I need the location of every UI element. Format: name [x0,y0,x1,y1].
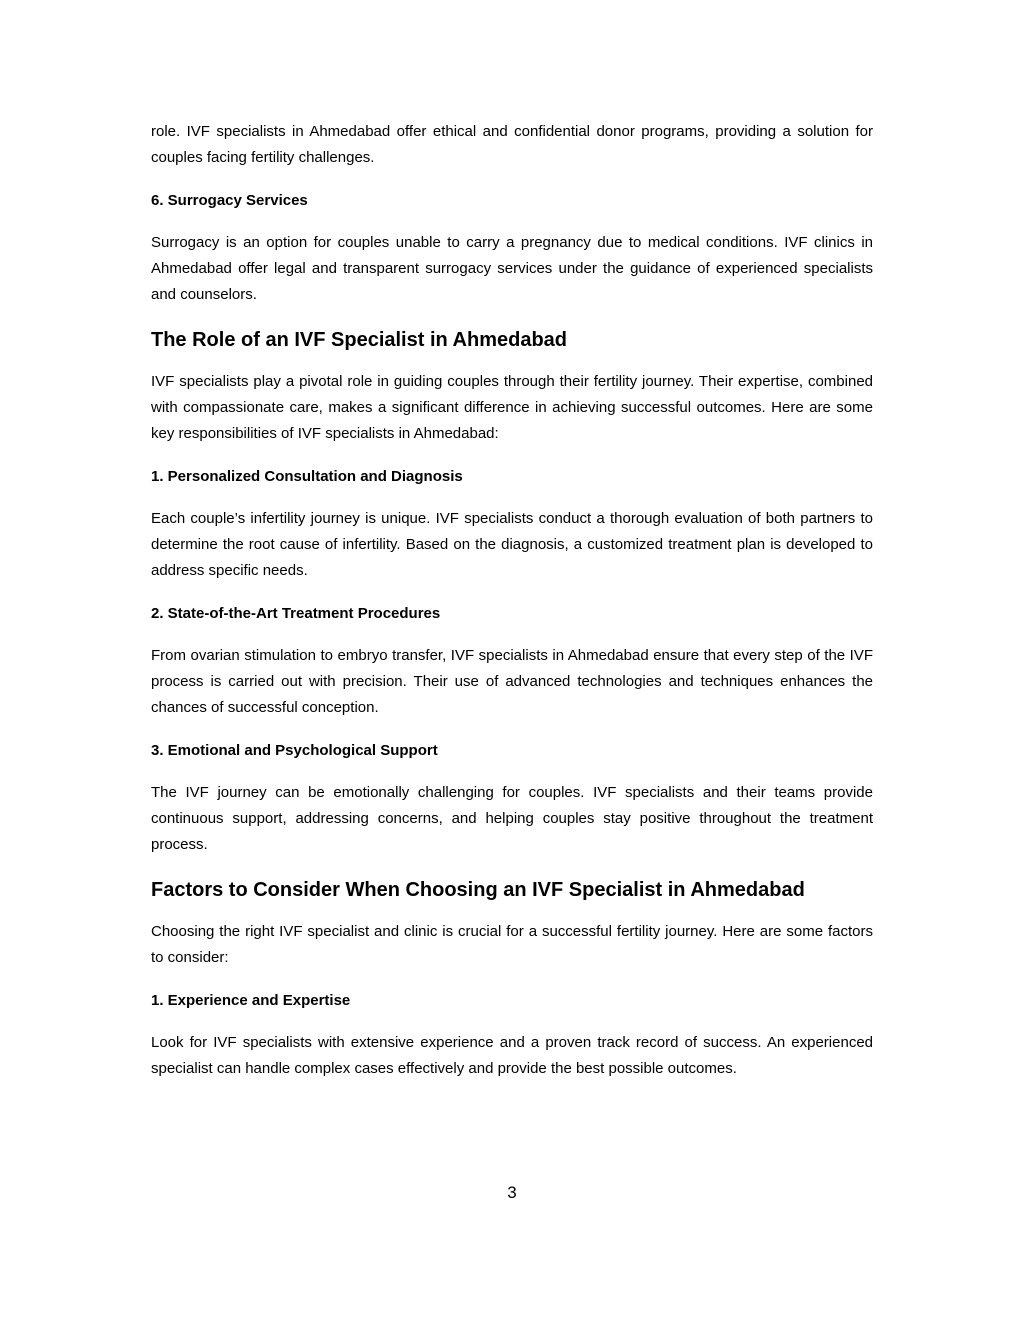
paragraph-factors-intro: Choosing the right IVF specialist and clinic is crucial for a successful fertility journey. Here are some factors to consider: [151,923,873,966]
subheading-experience-expertise: 1. Experience and Expertise [151,992,351,1009]
subheading-treatment-procedures: 2. State-of-the-Art Treatment Procedures [151,605,441,622]
paragraph-donor-programs: role. IVF specialists in Ahmedabad offer ethical and confidential donor programs, providing a solution for couples facing fertility challenges. [151,123,873,166]
page-number: 3 [507,1183,517,1202]
subheading-emotional-support: 3. Emotional and Psychological Support [151,742,438,759]
paragraph-experience: Look for IVF specialists with extensive experience and a proven track record of success. An experienced specialist can handle complex cases effectively and provide the best possible outcomes. [151,1034,873,1077]
paragraph-surrogacy: Surrogacy is an option for couples unable to carry a pregnancy due to medical conditions. IVF clinics in Ahmedabad offer legal and transparent surrogacy services under the guidance of experienced specialists and counselors. [151,234,873,303]
subheading-personalized-consultation: 1. Personalized Consultation and Diagnosis [151,468,463,485]
page-content [151,119,873,1099]
paragraph-treatment: From ovarian stimulation to embryo transfer, IVF specialists in Ahmedabad ensure that every step of the IVF process is carried out with precision. Their use of advanced technologies and techniques enhances the chances of successful conception. [151,647,873,716]
heading-role-of-ivf-specialist: The Role of an IVF Specialist in Ahmedabad [151,329,567,351]
paragraph-role-intro: IVF specialists play a pivotal role in guiding couples through their fertility journey. Their expertise, combined with compassionate care, makes a significant difference in achieving successful outcomes. Here are some key responsibilities of IVF specialists in Ahmedabad: [151,373,873,442]
heading-factors-to-consider: Factors to Consider When Choosing an IVF Specialist in Ahmedabad [151,879,805,901]
paragraph-emotional-support: The IVF journey can be emotionally challenging for couples. IVF specialists and their teams provide continuous support, addressing concerns, and helping couples stay positive throughout the treatment process. [151,784,873,853]
paragraph-consultation: Each couple’s infertility journey is unique. IVF specialists conduct a thorough evaluation of both partners to determine the root cause of infertility. Based on the diagnosis, a customized treatment plan is developed to address specific needs. [151,510,873,579]
subheading-surrogacy-services: 6. Surrogacy Services [151,192,308,209]
